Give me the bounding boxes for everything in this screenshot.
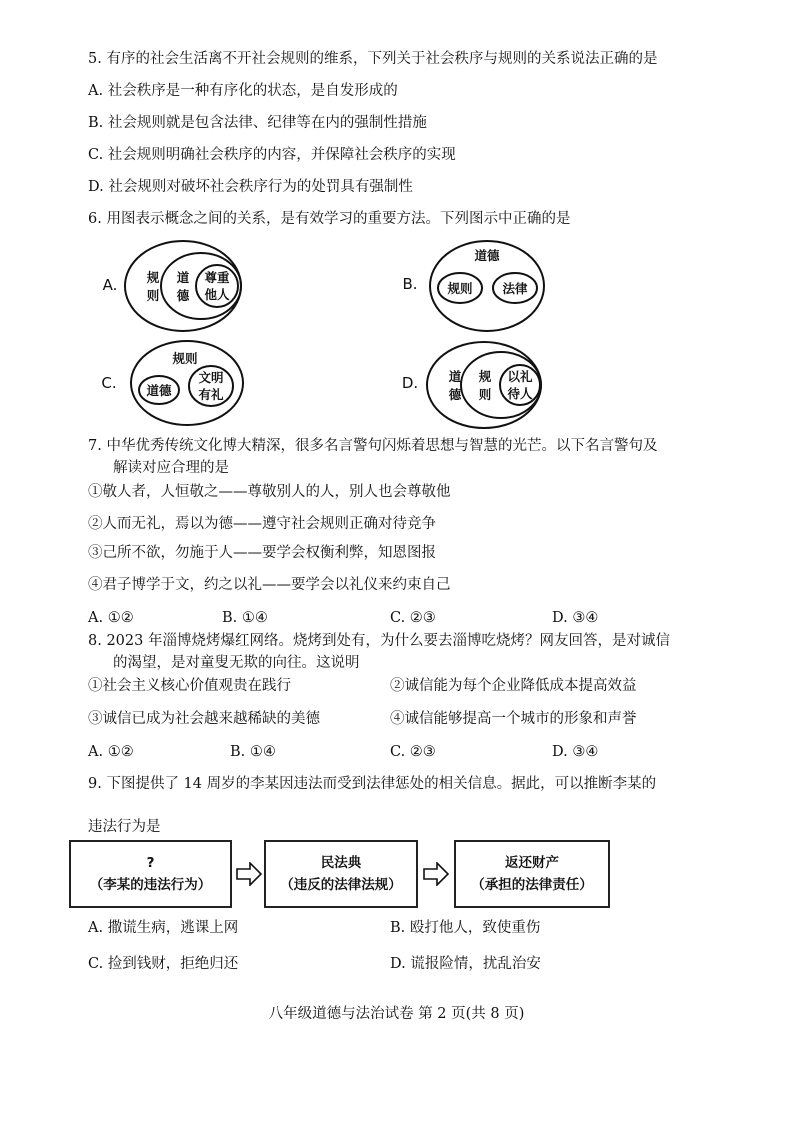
q9-option-c: C. 捡到钱财，拒绝归还 bbox=[88, 956, 239, 972]
q5-option-b: B. 社会规则就是包含法律、纪律等在内的强制性措施 bbox=[88, 115, 427, 131]
diagram-d-inner-label-2: 待人 bbox=[507, 386, 533, 401]
diagram-c-right-label-1: 文明 bbox=[198, 370, 224, 385]
q7-option-d: D. ③④ bbox=[552, 610, 599, 626]
q7-option-a: A. ①② bbox=[88, 610, 134, 626]
q7-item-2: ②人而无礼，焉以为德——遵守社会规则正确对待竞争 bbox=[88, 516, 436, 532]
diagram-d-letter: D. bbox=[401, 374, 419, 392]
q8-option-d: D. ③④ bbox=[552, 744, 599, 760]
flow-arrow-2-icon bbox=[423, 862, 449, 886]
q8-item-3: ③诚信已成为社会越来越稀缺的美德 bbox=[88, 711, 320, 727]
q8-item-2: ②诚信能为每个企业降低成本提高效益 bbox=[390, 678, 637, 694]
q7-stem-line1: 7. 中华优秀传统文化博大精深，很多名言警句闪烁着思想与智慧的光芒。以下名言警句及 bbox=[88, 438, 658, 454]
flow-box-violation-bottom: （李某的违法行为） bbox=[89, 877, 212, 893]
q5-stem: 5. 有序的社会生活离不开社会规则的维系，下列关于社会秩序与规则的关系说法正确的是 bbox=[88, 51, 658, 67]
diagram-c-outer-label: 规则 bbox=[172, 351, 198, 366]
q5-option-a: A. 社会秩序是一种有序化的状态，是自发形成的 bbox=[88, 83, 398, 99]
diagram-d-middle-label-2: 则 bbox=[478, 387, 492, 402]
q8-option-a: A. ①② bbox=[88, 744, 134, 760]
page-footer: 八年级道德与法治试卷 第 2 页(共 8 页) bbox=[268, 1006, 525, 1022]
q8-stem-line2: 的渴望，是对童叟无欺的向往。这说明 bbox=[113, 655, 360, 671]
q5-option-d: D. 社会规则对破坏社会秩序行为的处罚具有强制性 bbox=[88, 179, 413, 195]
q6-stem: 6. 用图表示概念之间的关系，是有效学习的重要方法。下列图示中正确的是 bbox=[88, 211, 571, 227]
q8-stem-line1: 8. 2023 年淄博烧烤爆红网络。烧烤到处有，为什么要去淄博吃烧烤？网友回答，是对诚信 bbox=[88, 633, 670, 649]
q6-diagrams bbox=[0, 238, 793, 434]
q8-item-1: ①社会主义核心价值观贵在践行 bbox=[88, 678, 291, 694]
q7-stem-line2: 解读对应合理的是 bbox=[113, 460, 229, 476]
diagram-d-inner-label-1: 以礼 bbox=[507, 369, 533, 384]
q9-option-d: D. 谎报险情，扰乱治安 bbox=[390, 956, 541, 972]
q7-item-3: ③己所不欲，勿施于人——要学会权衡利弊，知恩图报 bbox=[88, 545, 436, 561]
diagram-a-inner-label-2: 他人 bbox=[204, 287, 230, 302]
flow-box-law bbox=[264, 840, 418, 908]
diagram-c-letter: C. bbox=[101, 374, 117, 392]
diagram-a-outer-label-2: 则 bbox=[146, 288, 160, 303]
q9-option-b: B. 殴打他人，致使重伤 bbox=[390, 920, 541, 936]
q7-option-b: B. ①④ bbox=[222, 610, 268, 626]
diagram-a-outer-label-1: 规 bbox=[146, 270, 160, 285]
flow-box-violation-top: ? bbox=[146, 855, 155, 871]
q9-stem-line2: 违法行为是 bbox=[88, 819, 161, 835]
flow-arrow-1-icon bbox=[236, 862, 262, 886]
flow-box-liability bbox=[454, 840, 610, 908]
q8-option-c: C. ②③ bbox=[390, 744, 436, 760]
diagram-a-middle-circle bbox=[161, 253, 241, 319]
q8-option-b: B. ①④ bbox=[230, 744, 276, 760]
diagram-a-inner-label-1: 尊重 bbox=[204, 270, 230, 285]
q7-item-4: ④君子博学于文，约之以礼——要学会以礼仪来约束自己 bbox=[88, 577, 451, 593]
q8-item-4: ④诚信能够提高一个城市的形象和声誉 bbox=[390, 711, 637, 727]
diagram-a-middle-label-1: 道 bbox=[176, 270, 190, 285]
flow-box-liability-top: 返还财产 bbox=[505, 855, 559, 871]
diagram-a-middle-label-2: 德 bbox=[176, 288, 190, 303]
flow-box-violation bbox=[69, 840, 232, 908]
diagram-a-outer-circle bbox=[125, 241, 241, 331]
q9-option-a: A. 撒谎生病，逃课上网 bbox=[88, 920, 239, 936]
diagram-d-middle-label-1: 规 bbox=[478, 369, 492, 384]
q9-stem-line1: 9. 下图提供了 14 周岁的李某因违法而受到法律惩处的相关信息。据此，可以推断李某的 bbox=[88, 776, 657, 792]
diagram-d-outer-label-1: 道 bbox=[448, 369, 462, 384]
diagram-d-outer-label-2: 德 bbox=[448, 387, 462, 402]
q7-item-1: ①敬人者，人恒敬之——尊敬别人的人，别人也会尊敬他 bbox=[88, 484, 451, 500]
diagram-b-right-label: 法律 bbox=[502, 281, 528, 296]
flow-box-law-top: 民法典 bbox=[320, 855, 362, 871]
diagram-b-letter: B. bbox=[402, 275, 418, 293]
diagram-a-letter: A. bbox=[102, 276, 118, 294]
diagram-c-left-label: 道德 bbox=[146, 383, 172, 398]
q7-option-c: C. ②③ bbox=[390, 610, 436, 626]
diagram-b-outer-label: 道德 bbox=[474, 248, 500, 263]
flow-box-liability-bottom: （承担的法律责任） bbox=[471, 877, 593, 893]
diagram-b-left-label: 规则 bbox=[447, 281, 473, 296]
diagram-c-right-label-2: 有礼 bbox=[198, 387, 224, 402]
flow-box-law-bottom: （违反的法律法规） bbox=[280, 877, 402, 893]
q5-option-c: C. 社会规则明确社会秩序的内容，并保障社会秩序的实现 bbox=[88, 147, 456, 163]
